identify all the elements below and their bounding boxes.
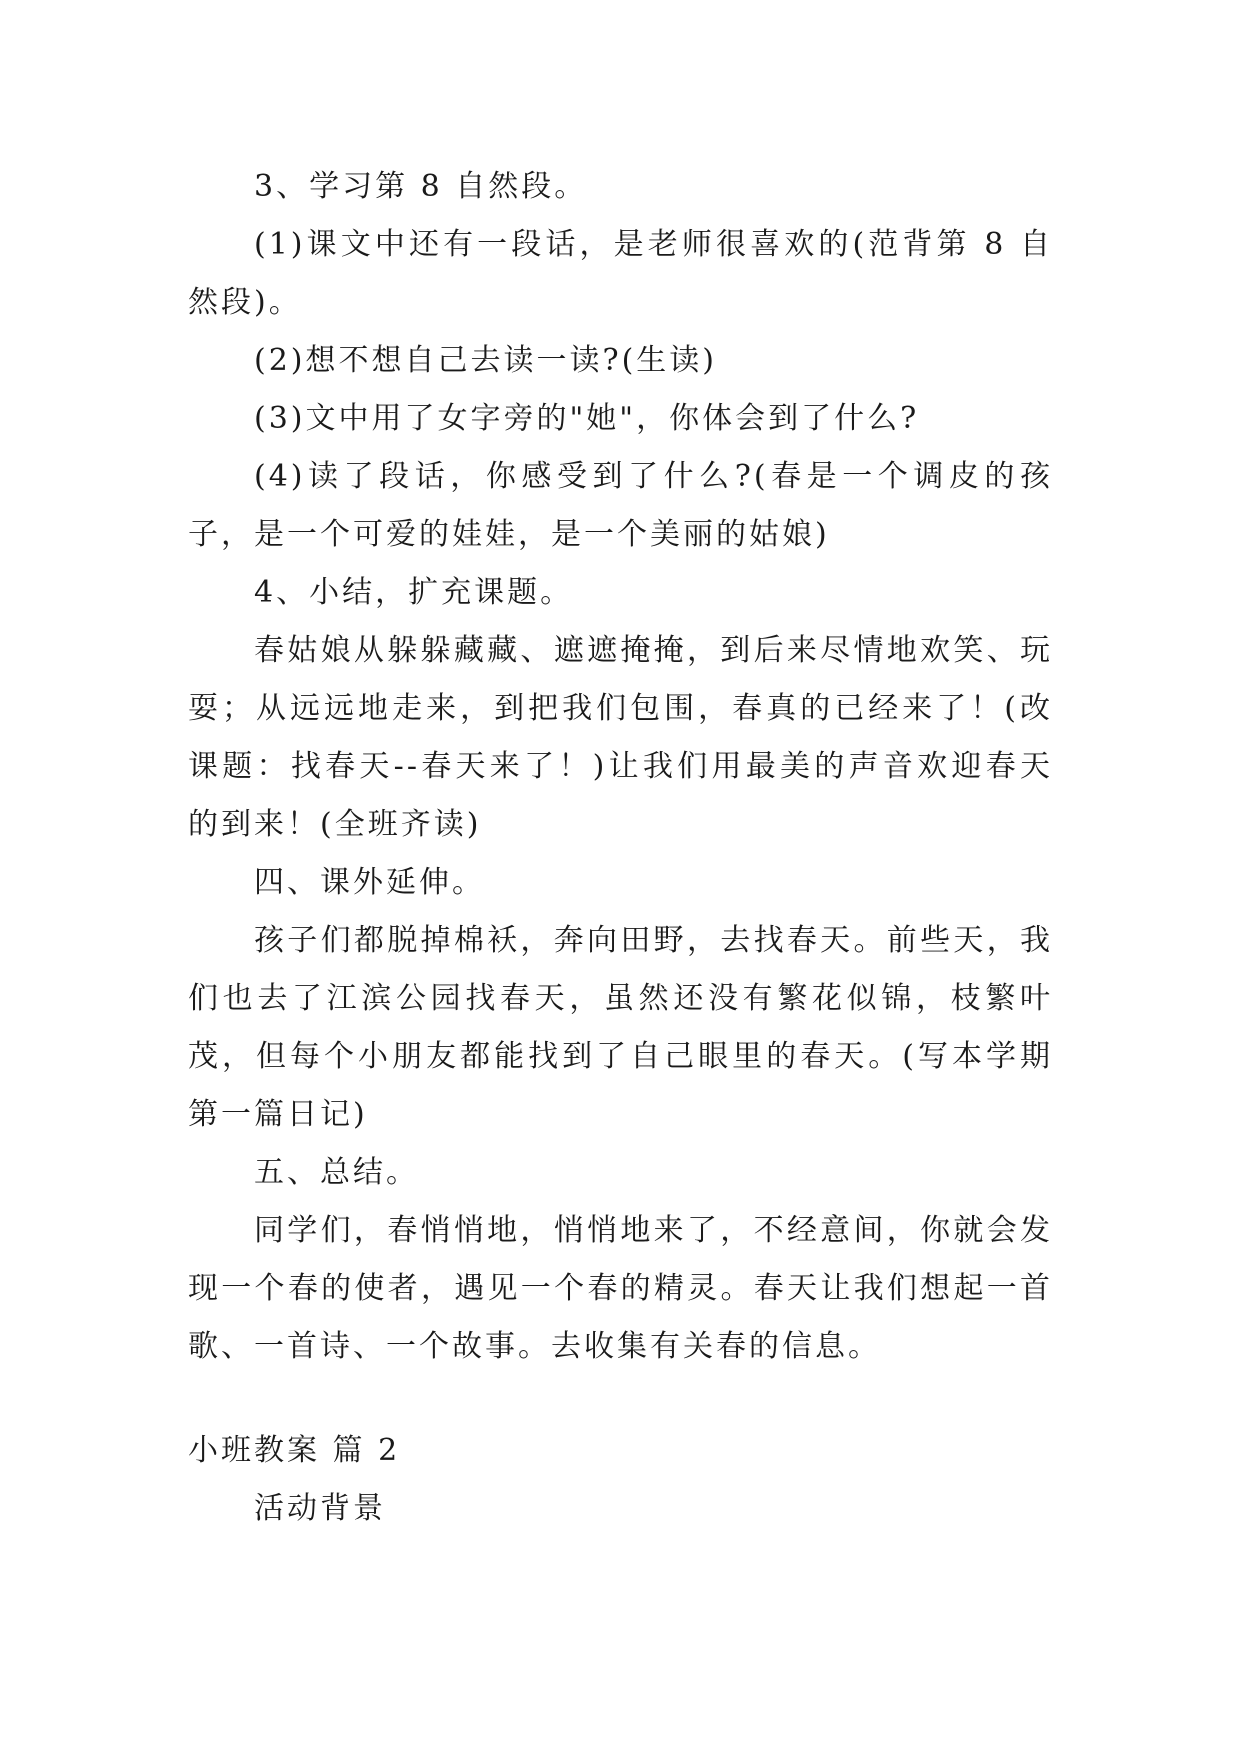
paragraph: 4、小结，扩充课题。 — [254, 575, 574, 610]
paragraph: (1)课文中还有一段话，是老师很喜欢的(范背第 8 自然段)。 — [188, 227, 1053, 320]
section-gap — [188, 1376, 1053, 1422]
paragraph: 3、学习第 8 自然段。 — [254, 169, 588, 204]
paragraph: 春姑娘从躲躲藏藏、遮遮掩掩，到后来尽情地欢笑、玩耍；从远远地走来，到把我们包围，春真的已经来了！(改课题：找春天--春天来了！)让我们用最美的声音欢迎春天的到来！(全班齐读) — [188, 633, 1053, 842]
section-title: 小班教案 篇 2 — [188, 1433, 401, 1468]
paragraph: 同学们，春悄悄地，悄悄地来了，不经意间，你就会发现一个春的使者，遇见一个春的精灵。春天让我们想起一首歌、一首诗、一个故事。去收集有关春的信息。 — [188, 1213, 1053, 1364]
paragraph: 四、课外延伸。 — [254, 865, 485, 900]
paragraph: (2)想不想自己去读一读?(生读) — [254, 343, 717, 378]
paragraph: (3)文中用了女字旁的"她"，你体会到了什么? — [254, 401, 920, 436]
document-body — [188, 158, 1053, 1538]
paragraph: 五、总结。 — [254, 1155, 419, 1190]
paragraph: (4)读了段话，你感受到了什么?(春是一个调皮的孩子，是一个可爱的娃娃，是一个美丽的姑娘) — [188, 459, 1053, 552]
paragraph: 活动背景 — [254, 1491, 386, 1526]
paragraph: 孩子们都脱掉棉袄，奔向田野，去找春天。前些天，我们也去了江滨公园找春天，虽然还没有繁花似锦，枝繁叶茂，但每个小朋友都能找到了自己眼里的春天。(写本学期第一篇日记) — [188, 923, 1053, 1132]
